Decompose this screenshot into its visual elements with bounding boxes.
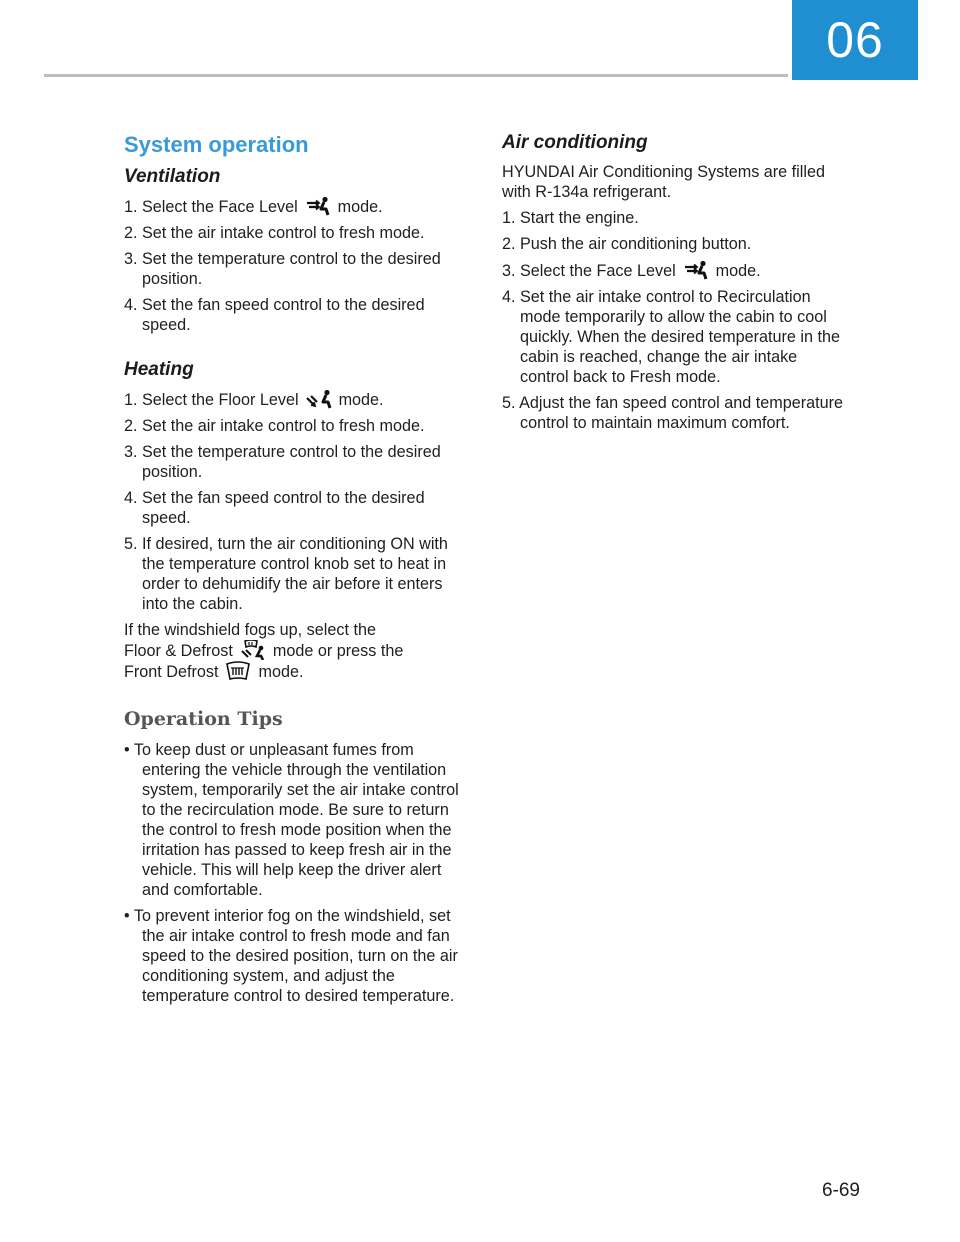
list-item: 2. Push the air conditioning button.: [502, 235, 752, 253]
list-item: 1. Start the engine.: [502, 209, 639, 227]
ventilation-heading: Ventilation: [124, 166, 221, 187]
list-item: 5. If desired, turn the air conditioning ON with the temperature control knob set to heat in order to dehumidify the air before it enters into the cabin.: [124, 535, 448, 613]
list-item: 2. Set the air intake control to fresh mode.: [124, 417, 425, 435]
heating-steps: [124, 389, 470, 614]
list-item: • To prevent interior fog on the windshield, set the air intake control to fresh mode and fan speed to the desired position, turn on the air conditioning system, and adjust the temperature control to desired temperature.: [124, 907, 458, 1005]
floor-defrost-icon: [239, 640, 267, 660]
air-conditioning-heading: Air conditioning: [502, 132, 648, 153]
list-item: • To keep dust or unpleasant fumes from entering the vehicle through the ventilation system, temporarily set the air intake control to the recirculation mode. Be sure to return the control to fresh mode position when the irritation has passed to keep fresh air in the vehicle. This will help keep the driver alert and comfortable.: [124, 741, 459, 899]
operation-tips-list: [124, 740, 470, 1006]
chapter-number: 06: [826, 12, 884, 68]
list-item: 4. Set the fan speed control to the desired speed.: [124, 489, 425, 527]
face-level-icon: [682, 260, 710, 280]
list-item: 1. Select the Face Level mode.: [124, 198, 383, 216]
face-level-icon: [304, 196, 332, 216]
left-column: [124, 132, 470, 1012]
list-item: 1. Select the Floor Level mode.: [124, 391, 384, 409]
floor-level-icon: [305, 389, 333, 409]
fog-note: If the windshield fogs up, select the Floor & Defrost mode or press the Front Defrost mode.: [124, 621, 404, 681]
page-number: 6-69: [821, 1180, 860, 1201]
heating-heading: Heating: [124, 359, 194, 380]
ventilation-steps: [124, 196, 470, 335]
operation-tips-heading: Operation Tips: [124, 708, 283, 730]
list-item: 2. Set the air intake control to fresh mode.: [124, 224, 425, 242]
right-column: [502, 132, 846, 439]
chapter-tab: [792, 0, 918, 80]
section-title: System operation: [124, 132, 309, 157]
front-defrost-icon: [224, 661, 252, 681]
air-conditioning-intro: HYUNDAI Air Conditioning Systems are filled with R-134a refrigerant.: [502, 163, 825, 201]
air-conditioning-steps: [502, 208, 846, 433]
list-item: 5. Adjust the fan speed control and temperature control to maintain maximum comfort.: [502, 394, 844, 432]
header-rule: [44, 74, 788, 77]
list-item: 4. Set the air intake control to Recirculation mode temporarily to allow the cabin to cool quickly. When the desired temperature in the cabin is reached, change the air intake control back to Fresh mode.: [502, 288, 841, 386]
list-item: 3. Select the Face Level mode.: [502, 262, 761, 280]
list-item: 4. Set the fan speed control to the desired speed.: [124, 296, 425, 334]
list-item: 3. Set the temperature control to the desired position.: [124, 250, 441, 288]
list-item: 3. Set the temperature control to the desired position.: [124, 443, 441, 481]
